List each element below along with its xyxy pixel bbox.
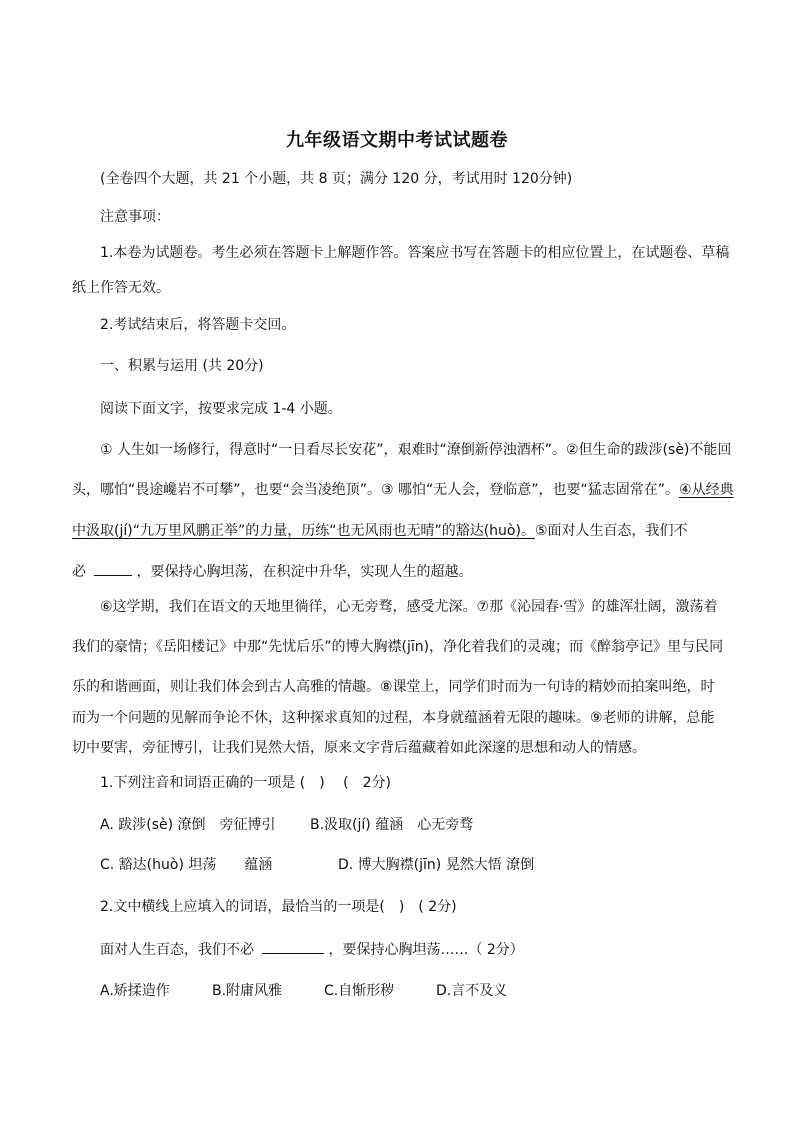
fill-blank [94, 561, 132, 576]
option-b: B.附庸风雅 [212, 983, 283, 999]
option-c: C. 豁达(huò) 坦荡 蕴涵 [100, 857, 273, 873]
exam-info: (全卷四个大题，共 21 个小题，共 8 页；满分 120 分，考试用时 120分钟) [100, 171, 573, 187]
reading-instruction: 阅读下面文字，按要求完成 1-4 小题。 [100, 401, 342, 417]
passage-text: ⑤面对人生百态，我们不 [534, 523, 688, 539]
option-a: A. 跋涉(sè) 潦倒 旁征博引 [100, 817, 276, 833]
passage-2-line-1: ⑥这学期，我们在语文的天地里徜徉，心无旁骛，感受尤深。⑦那《沁园春·雪》的雄浑壮阔，激荡着 [100, 599, 718, 615]
underlined-sentence: ④从经典 [679, 482, 734, 498]
notice-item-1: 1.本卷为试题卷。考生必须在答题卡上解题作答。答案应书写在答题卡的相应位置上，在试题卷、草稿 [100, 245, 730, 261]
option-d: D.言不及义 [436, 983, 508, 999]
passage-1-line-1: ① 人生如一场修行，得意时“一日看尽长安花”，艰难时“潦倒新停浊酒杯”。②但生命的跋涉(sè)不能回 [100, 442, 732, 458]
option-d: D. 博大胸襟(jīn) 晃然大悟 潦倒 [338, 857, 535, 873]
option-b: B.汲取(jí) 蕴涵 心无旁骛 [310, 817, 474, 833]
page-title: 九年级语文期中考试试题卷 [286, 130, 508, 151]
option-c: C.自惭形秽 [324, 983, 395, 999]
question-1-options-row-1 [100, 815, 722, 835]
passage-2-line-3: 乐的和谐画面，则让我们体会到古人高雅的情趣。⑧课堂上，同学们时而为一句诗的精妙而拍案叫绝，时 [72, 679, 715, 695]
passage-2-line-2: 我们的豪情；《岳阳楼记》中那“先忧后乐”的博大胸襟(jīn)，净化着我们的灵魂；而《醉翁亭记》里与民同 [72, 639, 724, 655]
question-2-options [100, 981, 722, 1001]
question-1-options-row-2 [100, 855, 722, 875]
underlined-sentence: 中汲取(jí)“九万里风鹏正举”的力量，历练“也无风雨也无晴”的豁达(huò)。 [72, 523, 535, 539]
passage-1-line-3 [72, 521, 722, 541]
passage-2-line-5: 切中要害，旁征博引，让我们晃然大悟，原来文字背后蕴藏着如此深邃的思想和动人的情感。 [72, 740, 646, 756]
question-2-sentence [100, 939, 722, 960]
notice-heading: 注意事项： [100, 209, 170, 225]
passage-text: 必 [72, 564, 86, 580]
passage-1-line-4 [72, 561, 722, 582]
passage-1-line-2 [72, 480, 734, 500]
sentence-text: ，要保持心胸坦荡……（ 2分） [328, 942, 524, 958]
notice-item-2: 2.考试结束后，将答题卡交回。 [100, 317, 296, 333]
question-2-stem: 2.文中横线上应填入的词语，最恰当的一项是( ) ( 2分) [100, 899, 457, 915]
question-1-stem: 1.下列注音和词语正确的一项是 ( ) ( 2分) [100, 775, 392, 791]
notice-item-1-cont: 纸上作答无效。 [72, 280, 170, 296]
passage-2-line-4: 而为一个问题的见解而争论不休，这种探求真知的过程，本身就蕴涵着无限的趣味。⑨老师的讲解，总能 [72, 710, 715, 726]
option-a: A.矫揉造作 [100, 983, 170, 999]
sentence-text: 面对人生百态，我们不必 [100, 942, 254, 958]
section-heading: 一、积累与运用 (共 20分) [100, 358, 264, 374]
passage-text: ，要保持心胸坦荡，在积淀中升华，实现人生的超越。 [136, 564, 473, 580]
fill-blank [262, 939, 324, 954]
passage-text: 头，哪怕“畏途巉岩不可攀”，也要“会当凌绝顶”。③ 哪怕“无人会，登临意”，也要“猛志固常在”。 [72, 482, 680, 498]
